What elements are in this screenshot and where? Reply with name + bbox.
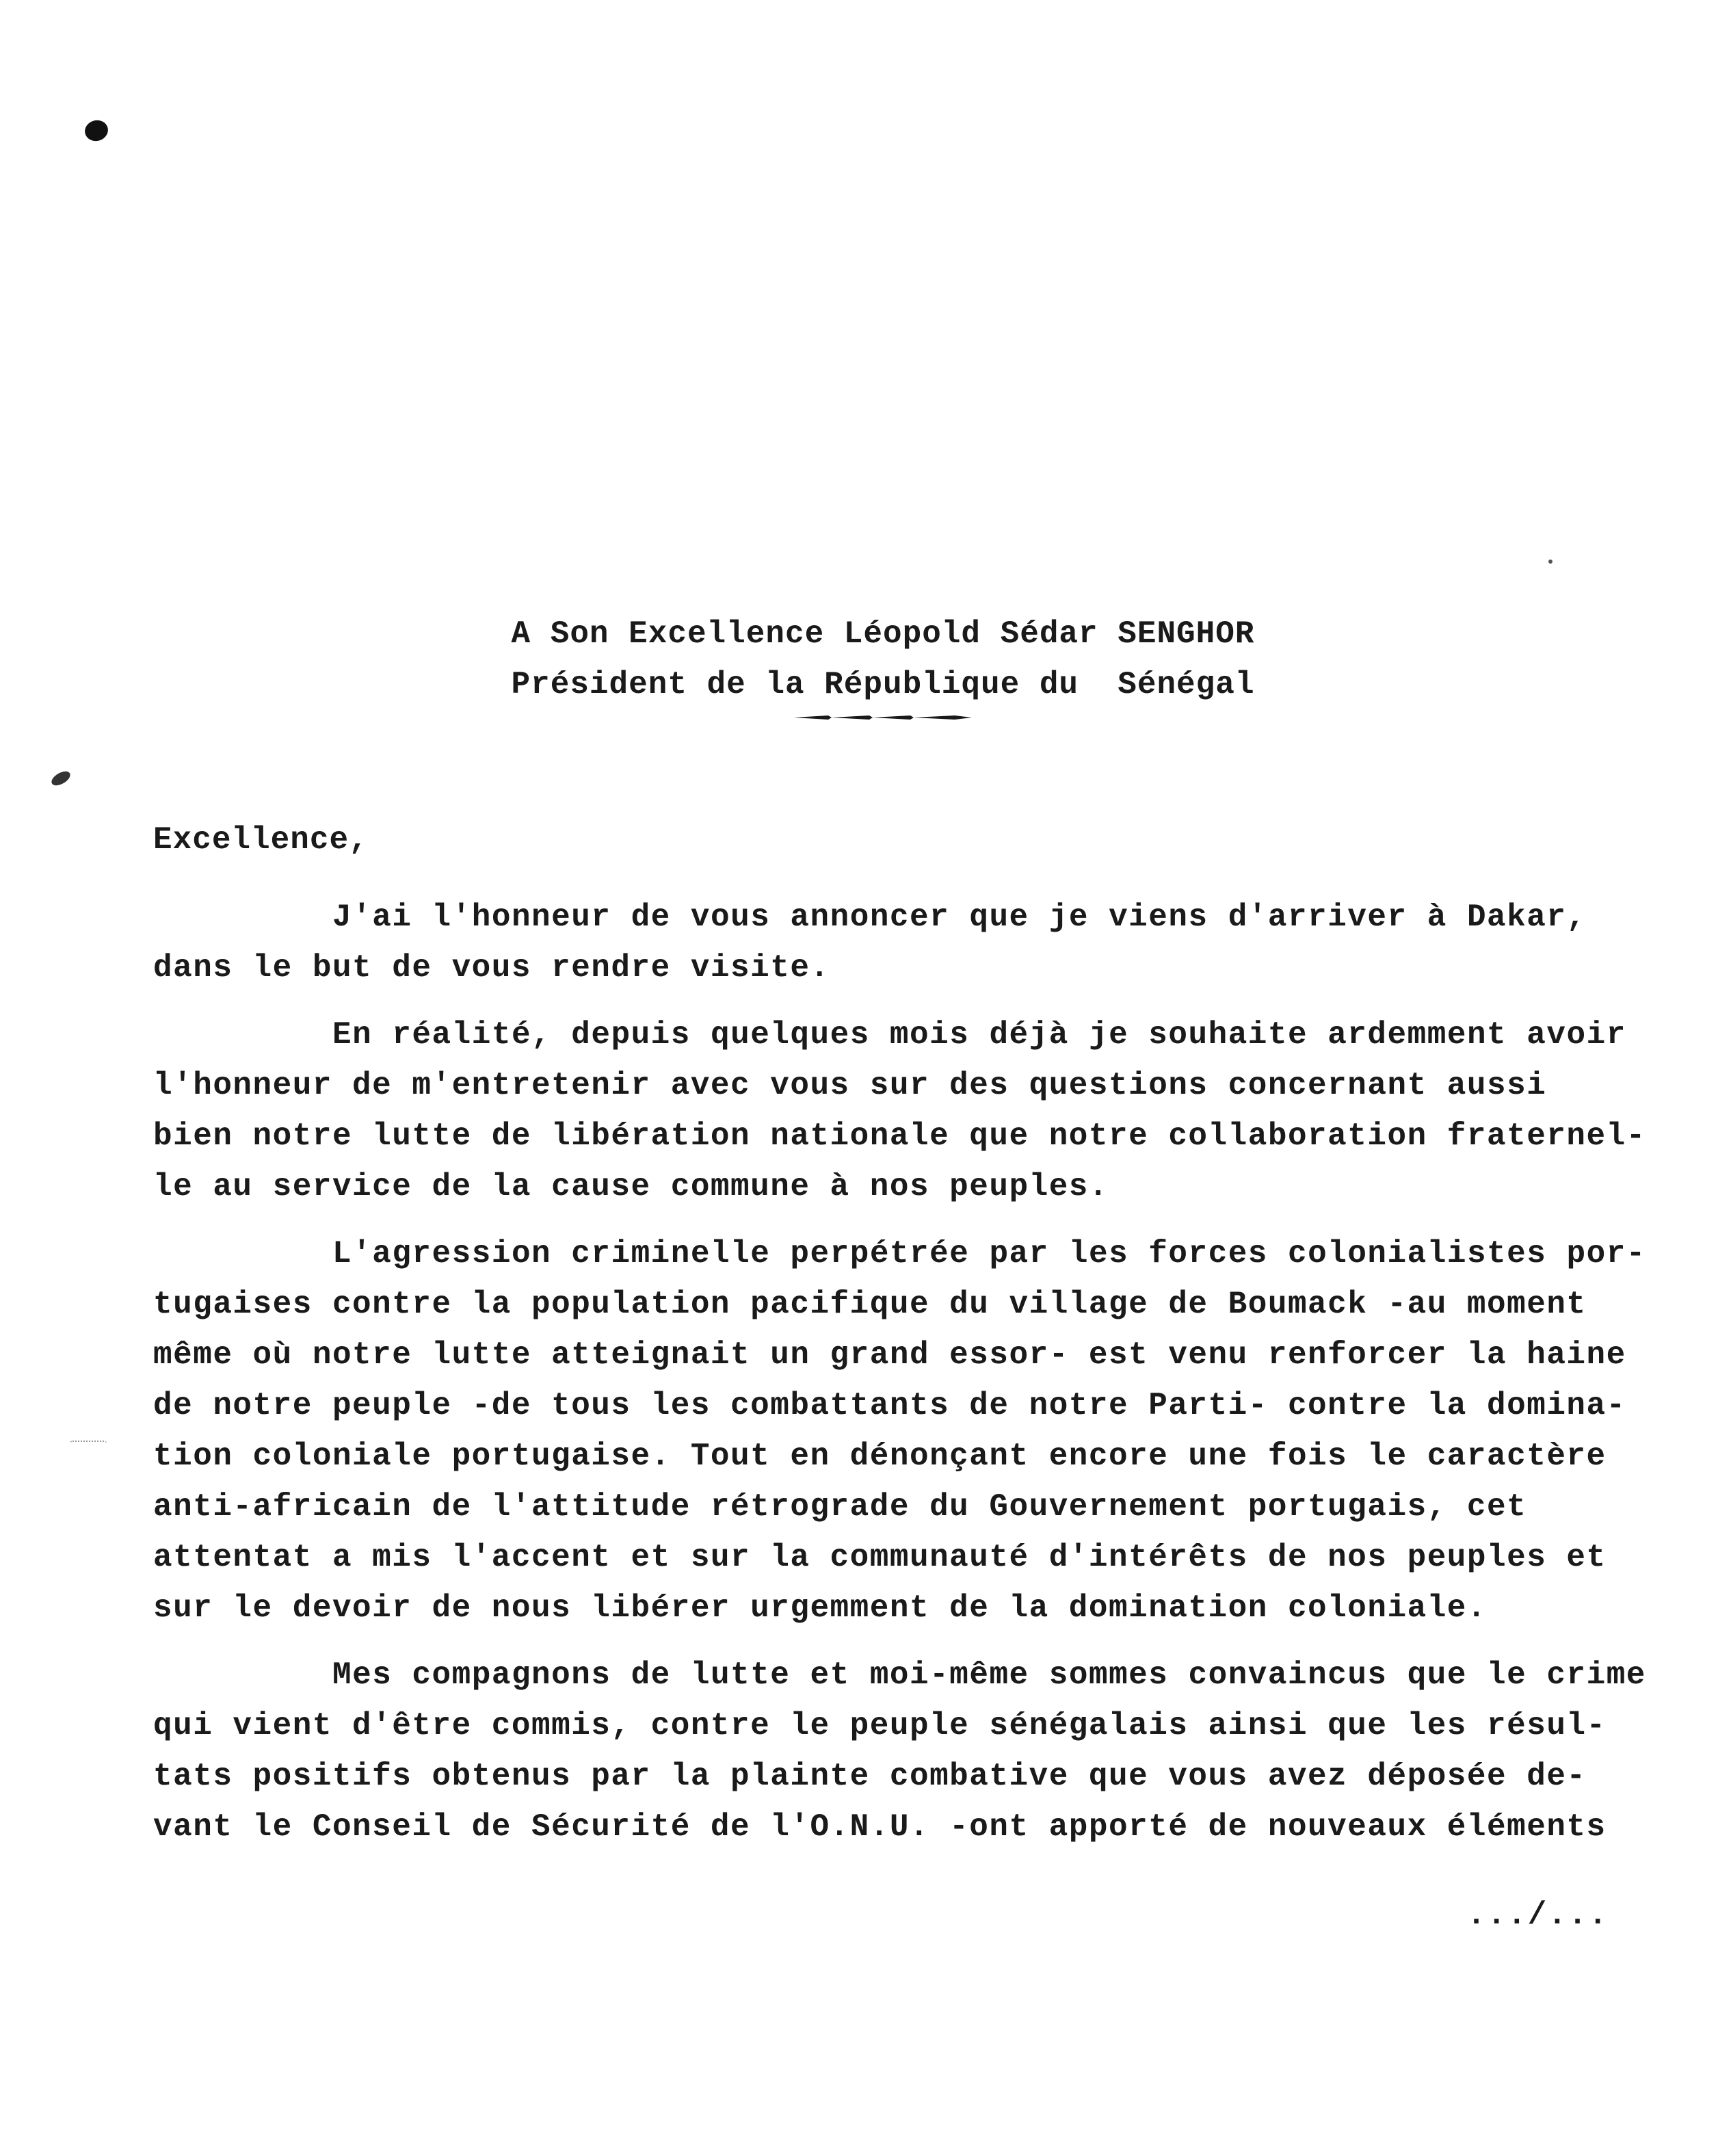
addressee-name: A Son Excellence Léopold Sédar SENGHOR	[511, 616, 1255, 652]
ink-smudge-mark	[49, 769, 72, 789]
paragraph	[153, 1010, 1678, 1212]
letter-body	[153, 892, 1678, 1869]
salutation: Excellence,	[153, 822, 369, 858]
text-line: l'honneur de m'entretenir avec vous sur des questions concernant aussi	[153, 1068, 1547, 1103]
faint-pencil-mark	[70, 1441, 107, 1449]
paragraph	[153, 1650, 1678, 1852]
text-line: J'ai l'honneur de vous annoncer que je viens d'arriver à Dakar,	[332, 899, 1587, 935]
addressee-block	[0, 609, 1718, 722]
text-line: En réalité, depuis quelques mois déjà je souhaite ardemment avoir	[332, 1017, 1626, 1053]
paragraph	[153, 1228, 1678, 1633]
text-line: tugaises contre la population pacifique du village de Boumack -au moment	[153, 1287, 1587, 1322]
ink-speck-mark	[1548, 560, 1552, 564]
addressee-title: Président de la République du Sénégal	[511, 667, 1255, 702]
text-line: L'agression criminelle perpétrée par les forces colonialistes por-	[332, 1236, 1646, 1272]
text-line: tats positifs obtenus par la plainte combative que vous avez déposée de-	[153, 1759, 1587, 1794]
page-continuation-mark: .../...	[1466, 1897, 1609, 1933]
text-line: tion coloniale portugaise. Tout en dénonçant encore une fois le caractère	[153, 1438, 1607, 1474]
text-line: anti-africain de l'attitude rétrograde du Gouvernement portugais, cet	[153, 1489, 1527, 1525]
text-line: bien notre lutte de libération nationale que notre collaboration fraternel-	[153, 1118, 1646, 1154]
ink-blot-mark	[83, 118, 111, 144]
text-line: vant le Conseil de Sécurité de l'O.N.U. -ont apporté de nouveaux éléments	[153, 1809, 1607, 1845]
text-line: dans le but de vous rendre visite.	[153, 950, 830, 986]
text-line: Mes compagnons de lutte et moi-même sommes convaincus que le crime	[332, 1657, 1646, 1693]
text-line: même où notre lutte atteignait un grand essor- est venu renforcer la haine	[153, 1337, 1626, 1373]
text-line: de notre peuple -de tous les combattants de notre Parti- contre la domina-	[153, 1388, 1626, 1423]
text-line: le au service de la cause commune à nos peuples.	[153, 1169, 1109, 1205]
divider-ornament	[743, 713, 975, 722]
paragraph	[153, 892, 1678, 993]
text-line: sur le devoir de nous libérer urgemment de la domination coloniale.	[153, 1590, 1488, 1626]
text-line: attentat a mis l'accent et sur la communauté d'intérêts de nos peuples et	[153, 1540, 1607, 1575]
text-line: qui vient d'être commis, contre le peuple sénégalais ainsi que les résul-	[153, 1708, 1607, 1744]
